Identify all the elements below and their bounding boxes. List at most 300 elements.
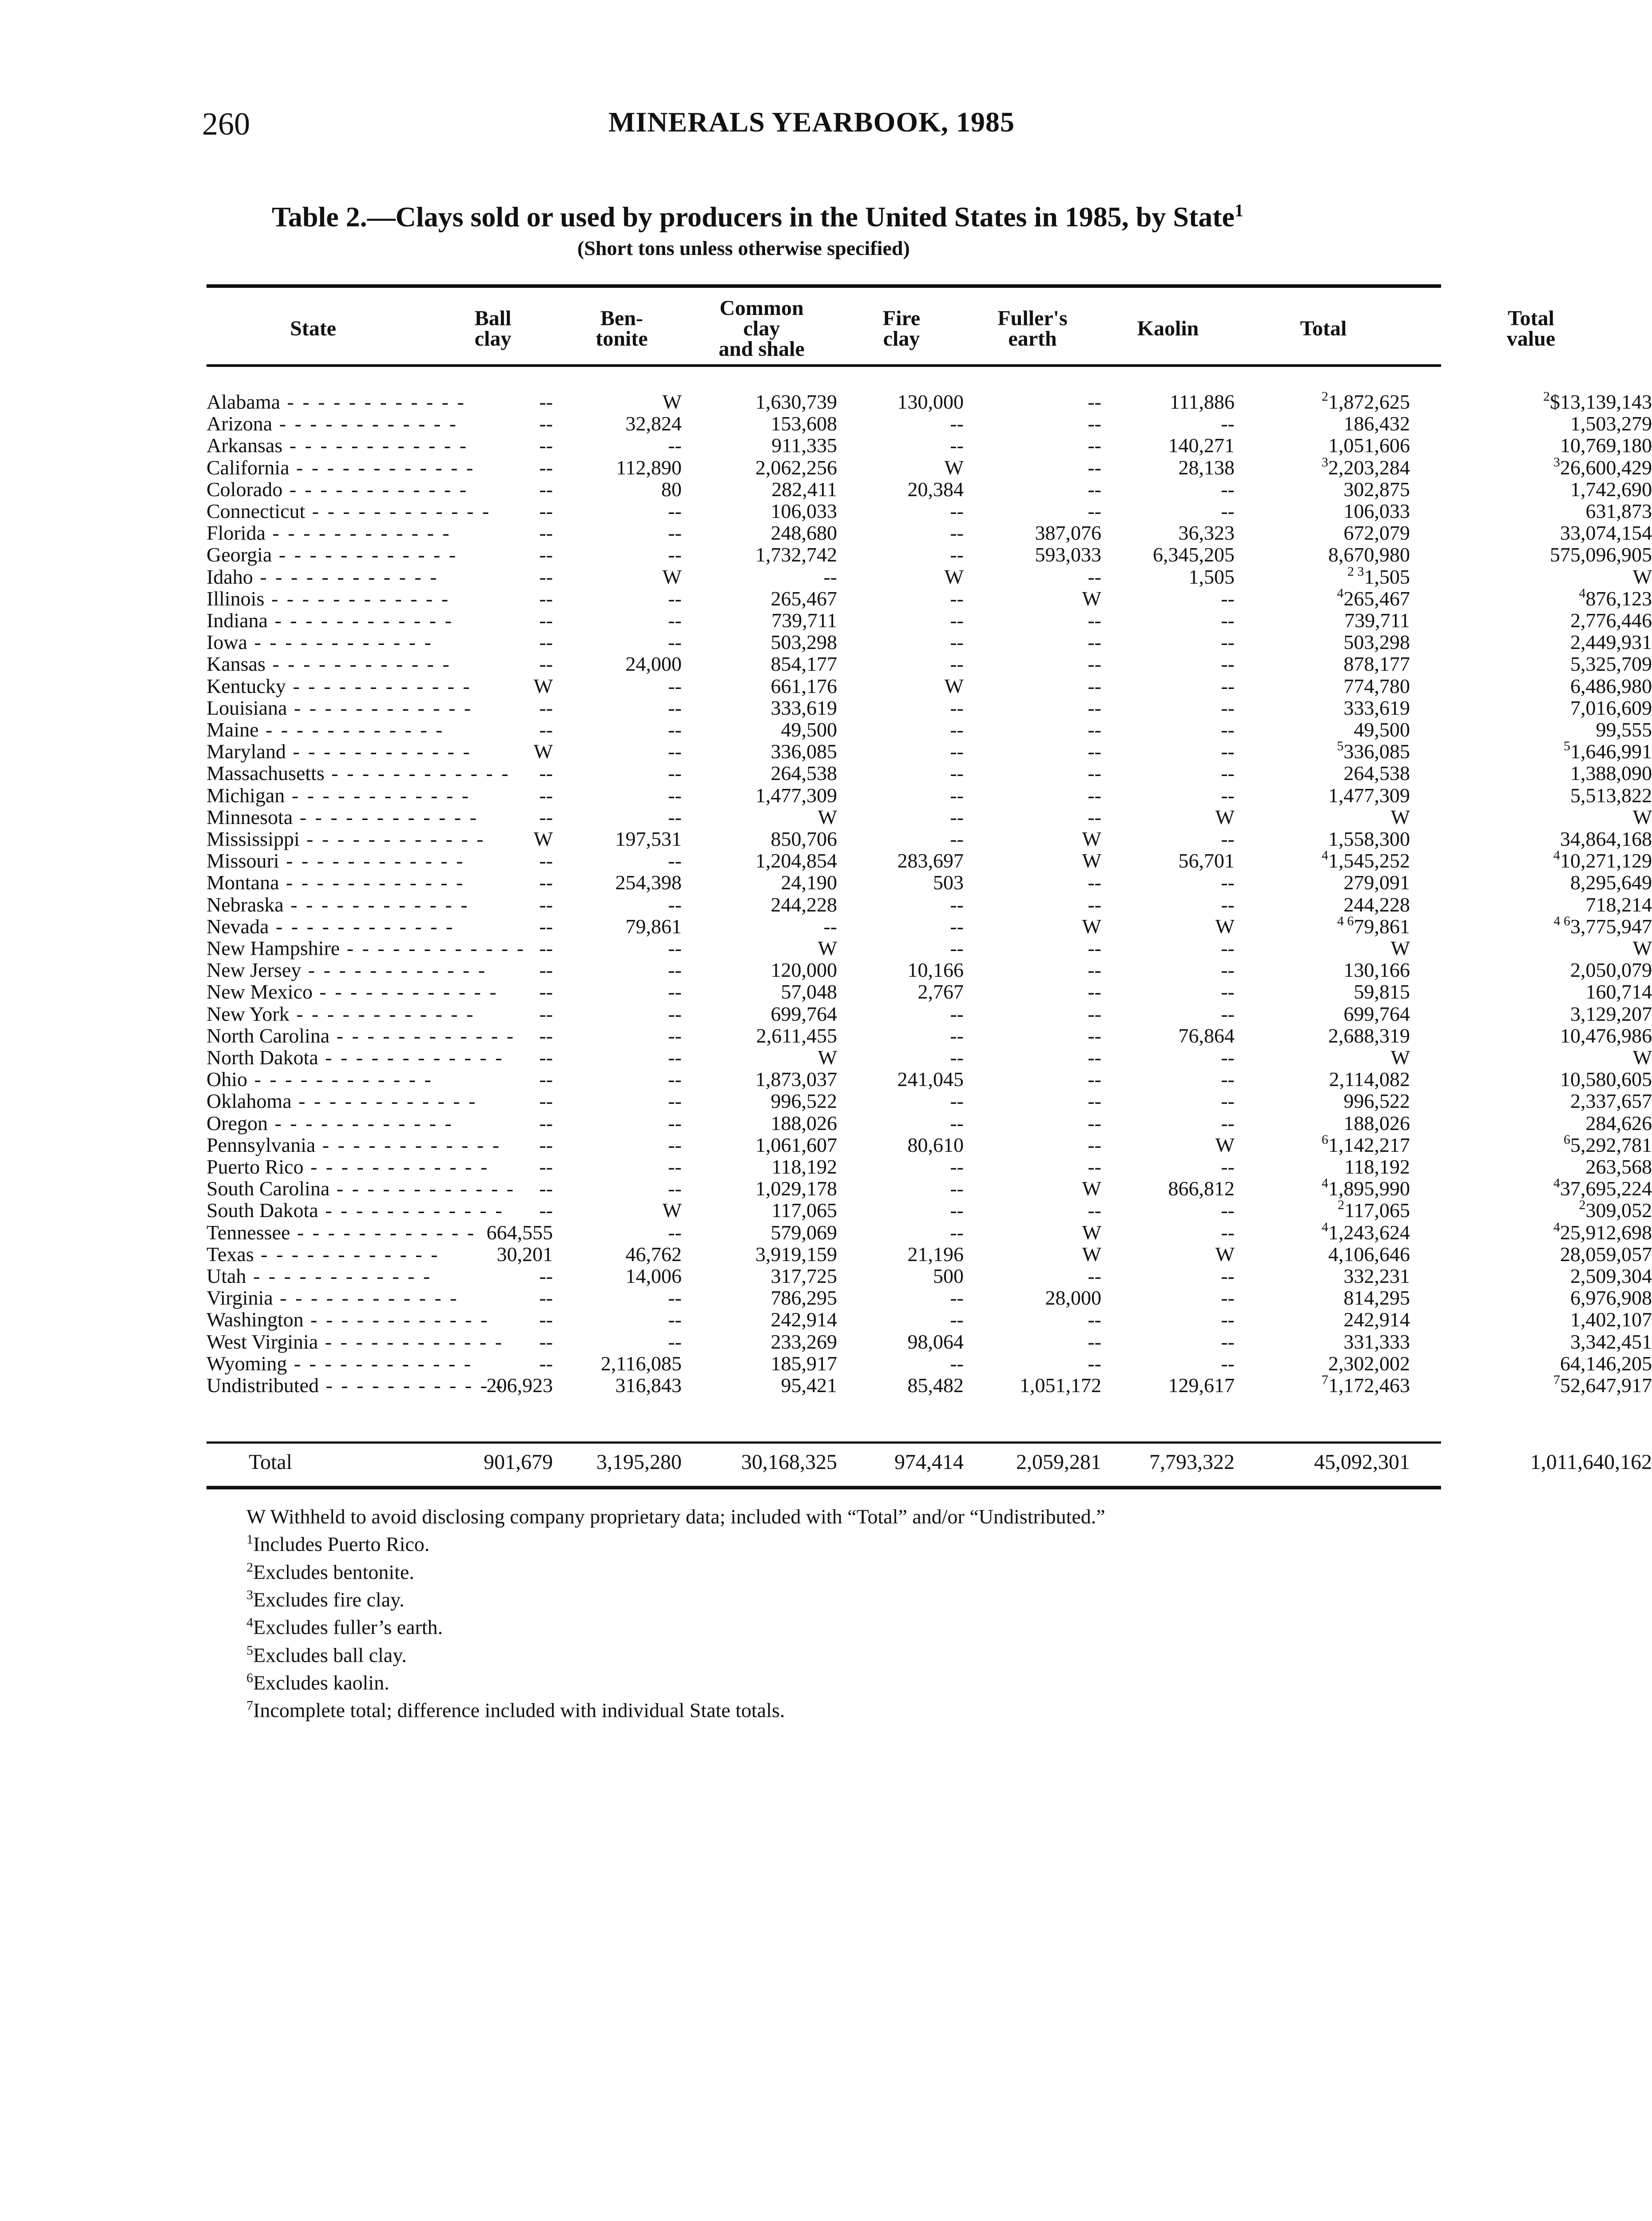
table-row	[206, 585, 1652, 610]
footnote-number: 5	[246, 1643, 253, 1658]
column-header	[433, 295, 553, 362]
fullers-earth-cell: --	[1088, 1265, 1101, 1287]
footnote-text: W Withheld to avoid disclosing company proprietary data; included with “Total” and/or “Undistributed.”	[246, 1505, 1105, 1528]
fullers-earth-cell: --	[1088, 1330, 1101, 1353]
common-clay-cell: 2,611,455	[756, 1024, 837, 1047]
dot-leader: - - - - - - - - - - - -	[318, 1330, 504, 1353]
dot-leader: - - - - - - - - - - - -	[253, 565, 439, 588]
total-value-cell-value: 10,476,986	[1560, 1024, 1652, 1047]
total-cell-value: 336,085	[1343, 740, 1410, 763]
total-cell	[1237, 1178, 1410, 1199]
total-value-cell-value: W	[1632, 565, 1652, 588]
common-clay-cell: 850,706	[770, 828, 837, 850]
common-clay-cell: 185,917	[770, 1352, 837, 1375]
state-cell	[206, 609, 453, 632]
dot-leader: - - - - - - - - - - - -	[272, 412, 458, 435]
table-row	[206, 1242, 1652, 1266]
total-cell-value: 49,500	[1354, 718, 1410, 741]
state-name: Pennsylvania	[206, 1133, 316, 1156]
footnote-marker: 4	[1322, 1219, 1328, 1234]
bentonite-cell: --	[668, 718, 682, 741]
header-rule	[206, 364, 1441, 367]
fire-clay-cell: --	[950, 653, 964, 676]
fire-clay-cell: 283,697	[897, 849, 964, 872]
total-cell-value: 774,780	[1343, 674, 1410, 697]
total-cell	[1237, 784, 1410, 806]
total-cell	[1237, 478, 1410, 500]
common-clay-cell: W	[818, 937, 837, 959]
state-name: Virginia	[206, 1286, 273, 1310]
fire-clay-cell: 500	[933, 1265, 964, 1287]
column-header	[1101, 295, 1235, 362]
state-cell	[206, 740, 472, 763]
table-title	[272, 200, 1243, 233]
total-cell	[1237, 872, 1410, 893]
state-name: Indiana	[206, 609, 268, 632]
common-clay-cell: 661,176	[770, 674, 837, 697]
state-name: Massachusetts	[206, 762, 325, 785]
common-clay-cell: 336,085	[770, 740, 837, 763]
bentonite-cell: --	[668, 1177, 682, 1200]
total-value-cell	[1410, 566, 1652, 588]
fullers-earth-cell: --	[1088, 674, 1101, 697]
total-cell-value: 264,538	[1343, 762, 1410, 785]
footnote-marker: 2	[1579, 1198, 1586, 1213]
fire-clay-cell: --	[950, 1002, 964, 1025]
kaolin-cell: --	[1221, 1221, 1235, 1244]
footnote-marker: 6	[1322, 1132, 1328, 1147]
kaolin-cell: W	[1215, 805, 1235, 828]
table-row	[206, 1373, 1652, 1397]
total-value-cell	[1410, 1178, 1652, 1199]
common-clay-cell: 1,630,739	[755, 390, 837, 413]
total-value-cell	[1410, 937, 1652, 959]
ball-clay-cell: --	[539, 1111, 553, 1134]
dot-leader: - - - - - - - - - - - -	[254, 1242, 440, 1266]
state-name: Minnesota	[206, 805, 293, 828]
common-clay-cell: 49,500	[781, 718, 837, 741]
footnote	[246, 1501, 1401, 1528]
kaolin-cell: --	[1221, 937, 1235, 959]
bentonite-cell: --	[668, 1330, 682, 1353]
footnote-marker: 2 3	[1347, 564, 1364, 579]
common-clay-cell: 1,732,742	[755, 543, 837, 566]
total-cell-value: 106,033	[1343, 500, 1410, 522]
total-cell	[1237, 937, 1410, 959]
total-cell	[1237, 522, 1410, 544]
state-cell	[206, 1090, 477, 1113]
total-cell	[1237, 740, 1410, 762]
common-clay-cell: 2,062,256	[755, 456, 837, 479]
fullers-earth-cell: --	[1088, 1090, 1101, 1113]
total-cell-value: 1,243,624	[1328, 1221, 1410, 1244]
state-cell	[206, 1199, 504, 1222]
bentonite-cell: --	[668, 740, 682, 763]
bentonite-cell: --	[668, 893, 682, 916]
common-clay-cell: 699,764	[770, 1002, 837, 1025]
dot-leader: - - - - - - - - - - - -	[303, 1308, 489, 1331]
total-cell	[1237, 500, 1410, 522]
common-clay-cell: 911,335	[771, 434, 837, 457]
fullers-earth-cell: --	[1088, 696, 1101, 719]
total-value-cell	[1410, 784, 1652, 806]
total-value-cell	[1410, 1331, 1652, 1353]
dot-leader: - - - - - - - - - - - -	[247, 1068, 433, 1091]
footnote-marker: 5	[1337, 739, 1344, 754]
common-clay-cell: 282,411	[771, 478, 837, 501]
state-cell	[206, 1133, 501, 1156]
ball-clay-cell: --	[539, 565, 553, 588]
total-value-cell	[1410, 391, 1652, 413]
dot-leader: - - - - - - - - - - - -	[258, 718, 445, 741]
common-clay-cell: 244,228	[770, 893, 837, 916]
kaolin-cell: --	[1221, 674, 1235, 697]
total-cell-value: 2,302,002	[1328, 1352, 1410, 1375]
fire-clay-cell: --	[950, 696, 964, 719]
common-clay-cell: 579,069	[770, 1221, 837, 1244]
state-cell	[206, 565, 439, 588]
state-name: North Dakota	[206, 1046, 318, 1069]
bentonite-cell: --	[668, 784, 682, 807]
total-value-cell	[1410, 1003, 1652, 1025]
ball-clay-cell: 30,201	[496, 1242, 553, 1266]
ball-clay-cell: --	[539, 390, 553, 413]
table-row	[206, 1046, 1652, 1069]
total-value-cell	[1410, 740, 1652, 762]
bentonite-cell: --	[668, 521, 682, 545]
footnote	[246, 1556, 1401, 1584]
state-cell	[206, 1024, 516, 1047]
table-row	[206, 412, 1652, 435]
dot-leader: - - - - - - - - - - - -	[246, 1265, 432, 1287]
total-value-cell-value: W	[1632, 937, 1652, 959]
ball-clay-cell: --	[539, 1177, 553, 1200]
total-cell-value: 332,231	[1343, 1265, 1410, 1287]
total-value-cell-value: 5,513,822	[1570, 784, 1652, 807]
state-name: West Virginia	[206, 1330, 318, 1353]
state-cell	[206, 631, 433, 654]
total-cell	[1237, 1025, 1410, 1047]
dot-leader: - - - - - - - - - - - -	[293, 805, 479, 828]
table-row	[206, 1024, 1652, 1047]
kaolin-cell: --	[1221, 1308, 1235, 1331]
dot-leader: - - - - - - - - - - - -	[247, 631, 433, 654]
footnote-text: Excludes ball clay.	[253, 1643, 407, 1666]
kaolin-cell: 76,864	[1178, 1024, 1235, 1047]
total-value-cell-value: 5,325,709	[1570, 653, 1652, 676]
fullers-earth-cell: 28,000	[1045, 1286, 1101, 1310]
total-value-cell-value: 10,580,605	[1560, 1068, 1652, 1091]
footnote	[246, 1639, 1401, 1667]
fire-clay-cell: 20,384	[907, 478, 964, 501]
footnote-marker: 2	[1338, 1198, 1345, 1213]
common-clay-cell: 233,269	[770, 1330, 837, 1353]
footnote-text: Includes Puerto Rico.	[253, 1532, 430, 1556]
column-header-line: and shale	[719, 337, 805, 361]
bentonite-cell: --	[668, 500, 682, 522]
fire-clay-cell: --	[950, 893, 964, 916]
ball-clay-cell: --	[539, 1024, 553, 1047]
fire-clay-cell: --	[950, 521, 964, 545]
total-value-cell-value: 34,864,168	[1560, 828, 1652, 850]
total-value-cell-value: 1,402,107	[1570, 1308, 1652, 1331]
total-cell-value: 1,477,309	[1328, 784, 1410, 807]
fire-clay-cell: --	[950, 587, 964, 610]
fullers-earth-cell: --	[1088, 653, 1101, 676]
total-cell	[1237, 1112, 1410, 1134]
kaolin-cell: 140,271	[1168, 434, 1235, 457]
bentonite-cell: --	[668, 959, 682, 982]
total-cell-value: 1,172,463	[1328, 1374, 1410, 1397]
table-row	[206, 739, 1652, 763]
dot-leader: - - - - - - - - - - - -	[272, 543, 458, 566]
table-row	[206, 500, 1652, 522]
state-cell	[206, 1286, 459, 1310]
footnote-marker: 3	[1322, 454, 1328, 470]
ball-clay-cell: --	[539, 1330, 553, 1353]
total-cell-value: W	[1390, 1046, 1410, 1069]
footnote-marker: 3	[1553, 454, 1560, 470]
total-value-cell-value: 263,568	[1585, 1155, 1652, 1178]
state-cell	[206, 478, 469, 501]
kaolin-cell: --	[1221, 653, 1235, 676]
kaolin-cell: --	[1221, 1265, 1235, 1287]
total-value: 1,011,640,162	[1530, 1450, 1652, 1474]
fullers-earth-cell: --	[1088, 893, 1101, 916]
dot-leader: - - - - - - - - - - - -	[290, 1221, 476, 1244]
total-value-cell	[1410, 522, 1652, 544]
total-value-cell	[1410, 1090, 1652, 1112]
ball-clay-cell: --	[539, 784, 553, 807]
dot-leader: - - - - - - - - - - - -	[282, 434, 469, 457]
common-clay-cell: 120,000	[770, 959, 837, 982]
fullers-earth-cell: --	[1088, 1068, 1101, 1091]
total-cell-value: 8,670,980	[1328, 543, 1410, 566]
state-cell	[206, 456, 475, 479]
state-name: Michigan	[206, 784, 285, 807]
page-number: 260	[202, 106, 250, 142]
total-value-cell	[1410, 762, 1652, 784]
fire-clay-cell: --	[950, 1024, 964, 1047]
state-name: South Carolina	[206, 1177, 330, 1200]
total-cell-value: 1,051,606	[1328, 434, 1410, 457]
ball-clay-cell: --	[539, 980, 553, 1003]
fullers-earth-cell: W	[1082, 1221, 1101, 1244]
ball-clay-cell: --	[539, 587, 553, 610]
total-cell-value: 265,467	[1343, 587, 1410, 610]
total-cell	[1237, 1219, 1410, 1244]
table-row	[206, 1265, 1652, 1287]
common-clay-cell: 106,033	[770, 500, 837, 522]
total-cell	[1237, 1353, 1410, 1374]
bentonite-cell: W	[662, 390, 682, 413]
table-row	[206, 1219, 1652, 1244]
state-name: South Dakota	[206, 1199, 318, 1222]
fire-clay-cell: 10,166	[907, 959, 964, 982]
kaolin-cell: --	[1221, 762, 1235, 785]
kaolin-cell: --	[1221, 609, 1235, 632]
ball-clay-cell: --	[539, 1352, 553, 1375]
total-cell-value: 79,861	[1354, 915, 1410, 938]
dot-leader: - - - - - - - - - - - -	[318, 1046, 504, 1069]
total-value-cell-value: 33,074,154	[1560, 521, 1652, 545]
fire-clay-cell: 80,610	[907, 1133, 964, 1156]
bentonite-cell: --	[668, 434, 682, 457]
dot-leader: - - - - - - - - - - - -	[265, 653, 451, 676]
total-cell-value: 1,505	[1364, 565, 1410, 588]
fullers-earth-cell: --	[1088, 762, 1101, 785]
table-row	[206, 1330, 1652, 1353]
total-cell-value: 2,114,082	[1329, 1068, 1410, 1091]
ball-clay-cell: --	[539, 543, 553, 566]
state-cell	[206, 805, 479, 828]
fire-clay-cell: W	[944, 456, 964, 479]
fullers-earth-cell: --	[1088, 740, 1101, 763]
state-cell	[206, 543, 458, 566]
dot-leader: - - - - - - - - - - - -	[285, 784, 471, 807]
journal-title: MINERALS YEARBOOK, 1985	[608, 106, 1015, 138]
column-header-line: clay	[474, 327, 512, 350]
kaolin-cell: --	[1221, 1111, 1235, 1134]
state-name: Puerto Rico	[206, 1155, 304, 1178]
dot-leader: - - - - - - - - - - - -	[282, 478, 469, 501]
kaolin-cell: --	[1221, 1090, 1235, 1113]
total-cell-value: 1,545,252	[1328, 849, 1410, 872]
footnote-marker: 5	[1564, 739, 1570, 754]
fire-clay-cell: --	[950, 762, 964, 785]
footnote-text: Excludes kaolin.	[253, 1671, 389, 1694]
total-row	[206, 1449, 1652, 1476]
table-row	[206, 805, 1652, 828]
total-cell	[1237, 1374, 1410, 1396]
kaolin-cell: --	[1221, 696, 1235, 719]
ball-clay-cell: --	[539, 696, 553, 719]
total-value-cell-value: 37,695,224	[1560, 1177, 1652, 1200]
dot-leader: - - - - - - - - - - - -	[279, 871, 465, 894]
dot-leader: - - - - - - - - - - - -	[264, 587, 450, 610]
state-name: Ohio	[206, 1068, 247, 1091]
total-cell-value: 1,142,217	[1328, 1133, 1410, 1156]
state-cell	[206, 653, 451, 676]
total-value-cell	[1410, 959, 1652, 981]
total-cell	[1237, 915, 1410, 937]
state-cell	[206, 1221, 476, 1244]
total-cell	[1237, 413, 1410, 434]
total-value-cell	[1410, 1047, 1652, 1068]
common-clay-cell: 1,873,037	[755, 1068, 837, 1091]
ball-clay-cell: W	[533, 828, 553, 850]
total-cell	[1237, 585, 1410, 610]
total-cell-value: 4,106,646	[1328, 1242, 1410, 1266]
total-cell-value: 244,228	[1343, 893, 1410, 916]
dot-leader: - - - - - - - - - - - -	[289, 456, 475, 479]
common-clay-cell: 1,061,607	[755, 1133, 837, 1156]
common-clay-cell: 503,298	[770, 631, 837, 654]
fire-clay-cell: 21,196	[907, 1242, 964, 1266]
total-value-cell	[1410, 872, 1652, 893]
ball-clay-cell: --	[539, 1090, 553, 1113]
bentonite-cell: --	[668, 543, 682, 566]
common-clay-cell: 317,725	[770, 1265, 837, 1287]
state-cell	[206, 587, 450, 610]
fullers-earth-cell: --	[1088, 390, 1101, 413]
common-clay-cell: W	[818, 1046, 837, 1069]
ball-clay-cell: --	[539, 1286, 553, 1310]
dot-leader: - - - - - - - - - - - -	[330, 1177, 516, 1200]
dot-leader: - - - - - - - - - - - -	[283, 893, 469, 916]
bentonite-cell: --	[668, 1155, 682, 1178]
total-value-cell-value: 2,449,931	[1570, 631, 1652, 654]
state-name: California	[206, 456, 290, 479]
fullers-earth-cell: --	[1088, 1133, 1101, 1156]
total-cell-value: 59,815	[1354, 980, 1410, 1003]
common-clay-cell: 57,048	[781, 980, 837, 1003]
total-cell	[1237, 1156, 1410, 1178]
state-cell	[206, 412, 458, 435]
state-name: Illinois	[206, 587, 265, 610]
total-cell-value: W	[1390, 937, 1410, 959]
dot-leader: - - - - - - - - - - - -	[305, 500, 491, 522]
total-ball-clay: 901,679	[484, 1450, 553, 1474]
state-cell	[206, 1068, 433, 1091]
total-value-cell-value: 25,912,698	[1560, 1221, 1652, 1244]
fire-clay-cell: --	[950, 805, 964, 828]
bentonite-cell: --	[668, 1090, 682, 1113]
state-cell	[206, 828, 485, 850]
bentonite-cell: 197,531	[615, 828, 682, 850]
bentonite-cell: --	[668, 696, 682, 719]
fullers-earth-cell: --	[1088, 1024, 1101, 1047]
fullers-earth-cell: --	[1088, 565, 1101, 588]
total-cell	[1237, 894, 1410, 915]
total-value-cell	[1410, 1068, 1652, 1090]
column-header-line: Common	[719, 296, 804, 320]
total-value-cell-value: 6,976,908	[1570, 1286, 1652, 1310]
kaolin-cell: 28,138	[1178, 456, 1235, 479]
dot-leader: - - - - - - - - - - - -	[291, 1090, 477, 1113]
total-bentonite: 3,195,280	[596, 1450, 682, 1474]
fire-clay-cell: --	[950, 1286, 964, 1310]
total-value-cell-value: 5,292,781	[1570, 1133, 1652, 1156]
bentonite-cell: --	[668, 1002, 682, 1025]
fire-clay-cell: W	[944, 674, 964, 697]
bentonite-cell: 254,398	[615, 871, 682, 894]
table-row	[206, 718, 1652, 741]
total-cell-value: 279,091	[1343, 871, 1410, 894]
state-cell	[206, 500, 491, 522]
fire-clay-cell: --	[950, 434, 964, 457]
bentonite-cell: 316,843	[615, 1374, 682, 1397]
footnote	[246, 1667, 1401, 1694]
total-value-cell-value: 160,714	[1585, 980, 1652, 1003]
footnote-number: 7	[246, 1698, 253, 1713]
kaolin-cell: W	[1215, 915, 1235, 938]
state-cell	[206, 674, 472, 697]
total-cell-value: 2,688,319	[1328, 1024, 1410, 1047]
column-header-line: clay	[743, 317, 780, 340]
bentonite-cell: --	[668, 762, 682, 785]
total-cell-value: 302,875	[1343, 478, 1410, 501]
total-cell	[1237, 631, 1410, 653]
kaolin-cell: --	[1221, 828, 1235, 850]
bentonite-cell: --	[668, 1221, 682, 1244]
bentonite-cell: --	[668, 609, 682, 632]
table-row	[206, 1002, 1652, 1025]
column-header-line: Ben-	[600, 306, 643, 330]
footnote-text: Excludes fuller’s earth.	[253, 1616, 443, 1639]
table-row	[206, 564, 1652, 588]
fire-clay-cell: --	[950, 915, 964, 938]
